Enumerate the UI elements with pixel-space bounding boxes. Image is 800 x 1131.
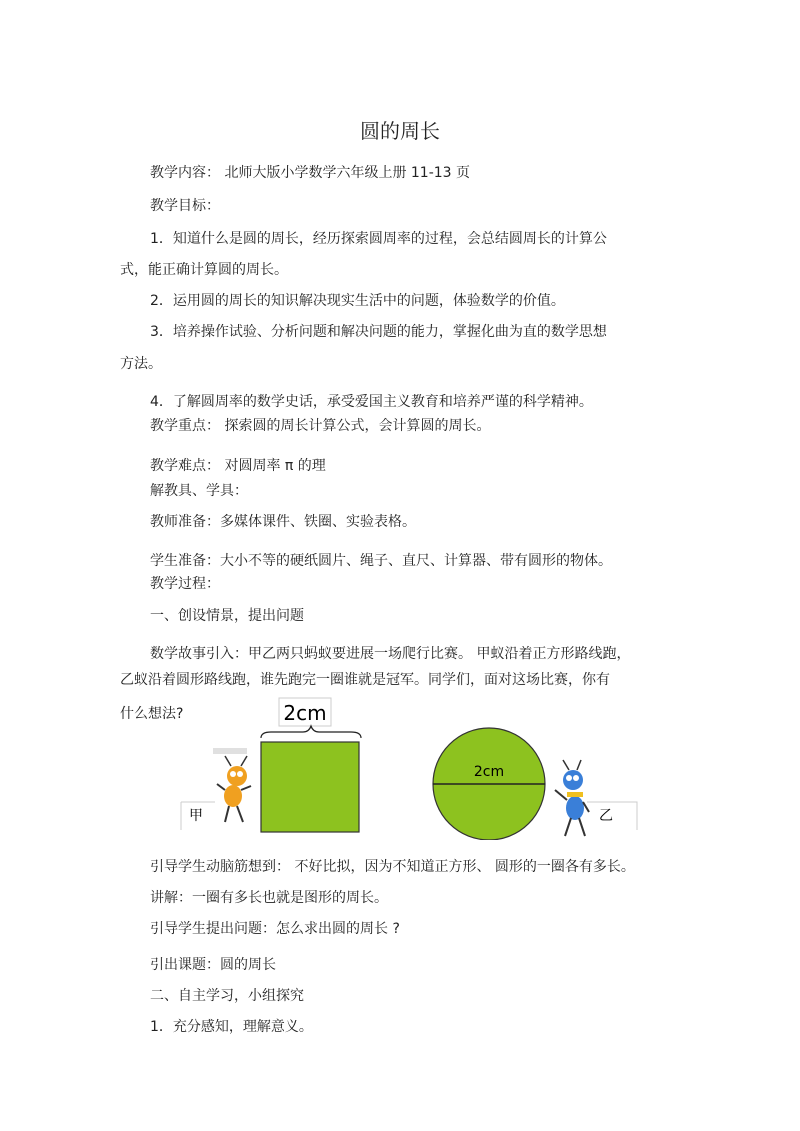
square-dimension-label: 2cm <box>283 701 327 725</box>
story-line-2: 乙蚁沿着圆形路线跑，谁先跑完一圈谁就是冠军。同学们，面对这场比赛，你有 <box>120 672 610 688</box>
story-line-1: 数学故事引入：甲乙两只蚂蚁要进展一场爬行比赛。 甲蚁沿着正方形路线跑， <box>150 646 631 662</box>
story-line-3: 什么想法? <box>120 706 184 722</box>
goals-heading: 教学目标： <box>150 198 220 214</box>
explanation: 讲解：一圈有多长也就是图形的周长。 <box>150 890 388 906</box>
section-2-heading: 二、自主学习，小组探究 <box>150 988 304 1004</box>
goal-4: 4．了解圆周率的数学史话，承受爱国主义教育和培养严谨的科学精神。 <box>150 394 593 410</box>
section-1-heading: 一、创设情景，提出问题 <box>150 608 304 624</box>
page-title: 圆的周长 <box>360 119 440 143</box>
topic-intro: 引出课题：圆的周长 <box>150 957 276 973</box>
teaching-content: 教学内容： 北师大版小学数学六年级上册 11-13 页 <box>150 165 471 181</box>
teaching-process: 教学过程： <box>150 576 220 592</box>
race-figure <box>175 690 645 840</box>
ant-left-label: 甲 <box>189 808 203 824</box>
goal-3-line-2: 方法。 <box>120 356 162 372</box>
key-point: 教学重点： 探索圆的周长计算公式，会计算圆的周长。 <box>150 418 491 434</box>
circle-dimension-label: 2cm <box>473 764 505 780</box>
teaching-tools: 解教具、学具： <box>150 483 248 499</box>
ant-right-icon <box>555 760 589 836</box>
goal-2: 2．运用圆的周长的知识解决现实生活中的问题，体验数学的价值。 <box>150 293 565 309</box>
ant-left-icon <box>213 748 251 822</box>
square-track <box>261 742 359 832</box>
goal-3-line-1: 3．培养操作试验、分析问题和解决问题的能力，掌握化曲为直的数学思想 <box>150 324 607 340</box>
guide-line-1: 引导学生动脑筋想到： 不好比拟，因为不知道正方形、 圆形的一圈各有多长。 <box>150 859 635 875</box>
student-preparation: 学生准备：大小不等的硬纸圆片、绳子、直尺、计算器、带有圆形的物体。 <box>150 553 612 569</box>
square-brace <box>261 726 361 738</box>
difficult-point: 教学难点： 对圆周率 π 的理 <box>150 458 326 474</box>
goal-1-line-1: 1．知道什么是圆的周长，经历探索圆周率的过程，会总结圆周长的计算公 <box>150 231 607 247</box>
goal-1-line-2: 式，能正确计算圆的周长。 <box>120 262 288 278</box>
ant-right-label: 乙 <box>599 808 613 824</box>
guide-line-2: 引导学生提出问题：怎么求出圆的周长 ? <box>150 921 400 937</box>
item-1: 1．充分感知，理解意义。 <box>150 1019 313 1035</box>
teacher-preparation: 教师准备：多媒体课件、铁圈、实验表格。 <box>150 514 416 530</box>
